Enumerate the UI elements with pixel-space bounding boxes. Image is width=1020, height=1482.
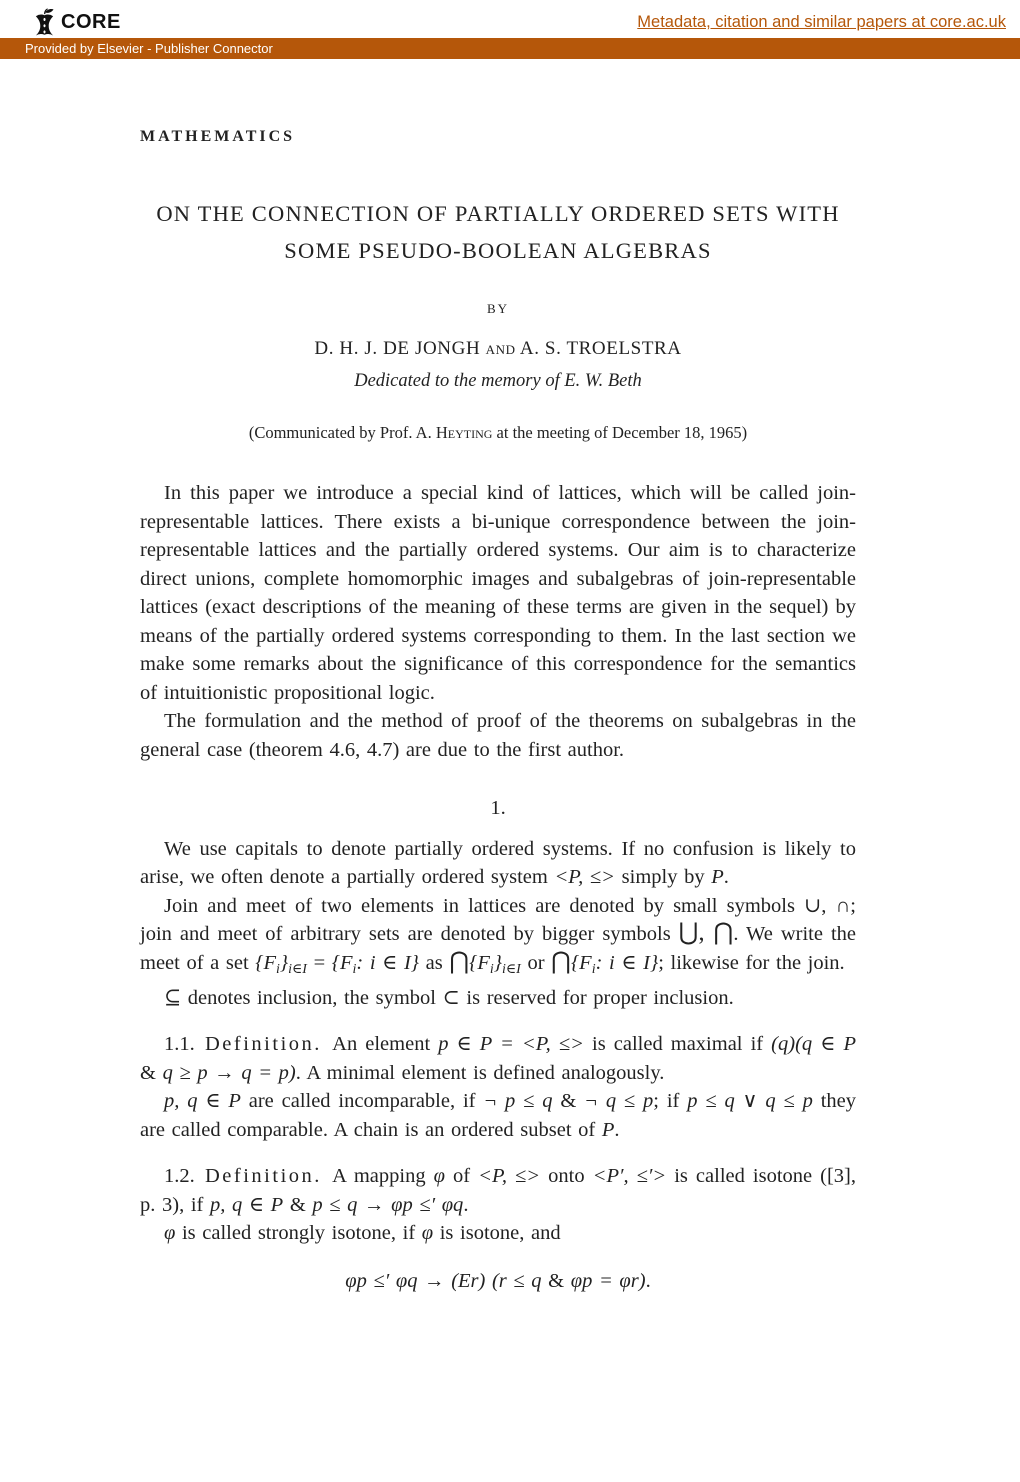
text-run: An element bbox=[321, 1033, 439, 1056]
text-run: 1.1. bbox=[164, 1033, 205, 1056]
text-run: is isotone, and bbox=[433, 1222, 561, 1245]
text-run: p ≤ q ∨ q ≤ p bbox=[687, 1090, 813, 1113]
text-run: i bbox=[352, 961, 357, 977]
paragraph bbox=[140, 1219, 856, 1248]
dedication: Dedicated to the memory of E. W. Beth bbox=[354, 371, 642, 391]
text-run: & bbox=[140, 1061, 163, 1084]
paragraph bbox=[140, 1030, 856, 1087]
text-run: i∈I bbox=[501, 961, 521, 977]
text-run: q ≥ p → q = p) bbox=[162, 1061, 296, 1084]
text-run: i bbox=[489, 961, 494, 977]
text-run: (Communicated by Prof. A. bbox=[248, 423, 436, 442]
text-run: . A minimal element is defined analogously. bbox=[295, 1061, 665, 1084]
text-run: simply by bbox=[615, 866, 712, 888]
communicated-note bbox=[140, 423, 856, 443]
text-run: φ bbox=[433, 1165, 445, 1188]
text-run: i bbox=[276, 961, 280, 977]
text-run: {F bbox=[570, 951, 592, 974]
text-run: A. S. TROELSTRA bbox=[515, 338, 682, 359]
text-run: Definition. bbox=[205, 1033, 322, 1056]
paragraph bbox=[140, 479, 856, 707]
text-run: they are called comparable. A chain is an ordered subset of bbox=[140, 1090, 857, 1141]
text-run: P bbox=[711, 866, 724, 888]
text-run: Definition. bbox=[205, 1165, 322, 1188]
text-run: = bbox=[306, 951, 332, 974]
authors bbox=[140, 338, 856, 360]
text-run: φ bbox=[164, 1222, 176, 1245]
paragraph bbox=[140, 1162, 856, 1219]
text-run: : i ∈ I} bbox=[356, 951, 419, 974]
text-run: and bbox=[485, 338, 516, 359]
core-banner bbox=[0, 0, 1020, 38]
text-run: φp ≤′ φq → (Er) (r ≤ q bbox=[345, 1269, 542, 1292]
text-run: at the meeting of December 18, 1965) bbox=[492, 423, 748, 442]
paper-title bbox=[140, 195, 856, 269]
text-run: φp = φr) bbox=[570, 1269, 646, 1292]
paragraph bbox=[140, 984, 856, 1013]
text-run: ⋃, ⋂ bbox=[678, 919, 734, 946]
provider-text: Provided by Elsevier - Publisher Connector bbox=[25, 41, 273, 56]
display-formula bbox=[140, 1267, 856, 1296]
text-run: is called maximal if bbox=[583, 1033, 772, 1056]
section-heading bbox=[140, 794, 856, 823]
paragraph bbox=[140, 1087, 856, 1144]
text-run: or bbox=[520, 951, 552, 974]
text-run: <P, ≤> bbox=[554, 866, 616, 888]
text-run: as bbox=[418, 951, 450, 974]
text-run: A mapping bbox=[321, 1165, 434, 1188]
paragraph bbox=[140, 892, 856, 984]
paragraph bbox=[140, 707, 856, 764]
text-run: is called strongly isotone, if bbox=[175, 1222, 422, 1245]
text-run: i bbox=[591, 961, 596, 977]
text-run: ; likewise for the join. bbox=[658, 951, 845, 974]
text-run: . bbox=[645, 1269, 651, 1292]
text-run: {F bbox=[469, 951, 490, 974]
text-run: D. H. J. DE JONGH bbox=[314, 338, 486, 359]
text-run: {F bbox=[331, 951, 353, 974]
core-logo-text: CORE bbox=[61, 11, 121, 33]
text-run: 1. bbox=[490, 797, 506, 819]
metadata-citation-link[interactable]: Metadata, citation and similar papers at core.ac.uk bbox=[637, 13, 1006, 31]
paper-page bbox=[140, 128, 856, 1295]
text-run: In this paper we introduce a special kind of lattices, which will be called join-representable lattices. There exists a bi-unique correspondence between the join-representable lattices and the partially ordered systems. Our aim is to characterize direct unions, complete homomorphic images and subalgebras of join-representable lattices (exact descriptions of the meaning of these terms are given in the sequel) by means of the partially ordered systems corresponding to them. In the last section we make some remarks about the significance of this correspondence for the semantics of intuitionistic propositional logic. bbox=[140, 482, 856, 704]
apple-core-icon bbox=[33, 7, 56, 38]
text-run: {F bbox=[255, 951, 277, 974]
text-run: : i ∈ I} bbox=[595, 951, 659, 974]
provider-bar bbox=[0, 38, 1020, 59]
text-run: ¬ p ≤ q bbox=[483, 1090, 553, 1113]
byline-label: BY bbox=[486, 301, 510, 316]
text-run: Join and meet of two elements in lattices are denoted by small symbols ∪, ∩; join and meet of arbitrary sets are denoted by bigger symbols bbox=[140, 894, 856, 945]
text-run: ⋂ bbox=[449, 947, 470, 975]
text-run: & bbox=[541, 1269, 571, 1292]
text-run: of bbox=[444, 1165, 479, 1188]
text-run: <P, ≤> bbox=[478, 1165, 541, 1188]
text-run: ; if bbox=[653, 1090, 688, 1113]
text-run: . We write the meet of a set bbox=[140, 923, 856, 974]
text-run: & bbox=[552, 1090, 585, 1113]
text-run: Heyting bbox=[435, 423, 493, 442]
core-logo-link[interactable] bbox=[33, 7, 121, 38]
text-run: } bbox=[279, 951, 289, 974]
text-run: p, q ∈ P bbox=[164, 1090, 241, 1113]
text-run: i∈I bbox=[288, 961, 307, 977]
text-run: . bbox=[723, 866, 729, 888]
paper-title-line-2: SOME PSEUDO-BOOLEAN ALGEBRAS bbox=[284, 238, 712, 263]
text-run: (q)(q ∈ P bbox=[771, 1033, 856, 1056]
text-run: is called isotone ([3], p. 3), if bbox=[140, 1165, 857, 1216]
text-run: p ∈ P = <P, ≤> bbox=[438, 1033, 584, 1056]
text-run: } bbox=[493, 951, 502, 974]
paragraph bbox=[140, 835, 856, 892]
text-run: We use capitals to denote partially ordered systems. If no confusion is likely to arise, we often denote a partially ordered system bbox=[140, 837, 856, 888]
journal-section-label: MATHEMATICS bbox=[140, 128, 296, 145]
text-run: are called incomparable, if bbox=[240, 1090, 484, 1113]
text-run: <P′, ≤′> bbox=[592, 1165, 667, 1188]
text-run: . bbox=[614, 1118, 620, 1141]
text-run: . bbox=[463, 1193, 469, 1216]
paper-title-line-1: ON THE CONNECTION OF PARTIALLY ORDERED SETS WITH bbox=[156, 201, 840, 226]
text-run: p, q ∈ P bbox=[209, 1193, 284, 1216]
text-run: P bbox=[601, 1118, 615, 1141]
text-run: ⊆ denotes inclusion, the symbol ⊂ is reserved for proper inclusion. bbox=[164, 986, 734, 1009]
text-run: ⋂ bbox=[551, 947, 571, 975]
text-run: φ bbox=[421, 1222, 434, 1245]
article-body bbox=[140, 479, 856, 1295]
text-run: The formulation and the method of proof of the theorems on subalgebras in the general case (theorem 4.6, 4.7) are due to the first author. bbox=[140, 710, 856, 761]
text-run: ¬ q ≤ p bbox=[584, 1090, 654, 1113]
text-run: p ≤ q → φp ≤′ φq bbox=[312, 1193, 464, 1216]
text-run: onto bbox=[540, 1165, 593, 1188]
text-run: 1.2. bbox=[164, 1165, 205, 1188]
text-run: & bbox=[283, 1193, 313, 1216]
